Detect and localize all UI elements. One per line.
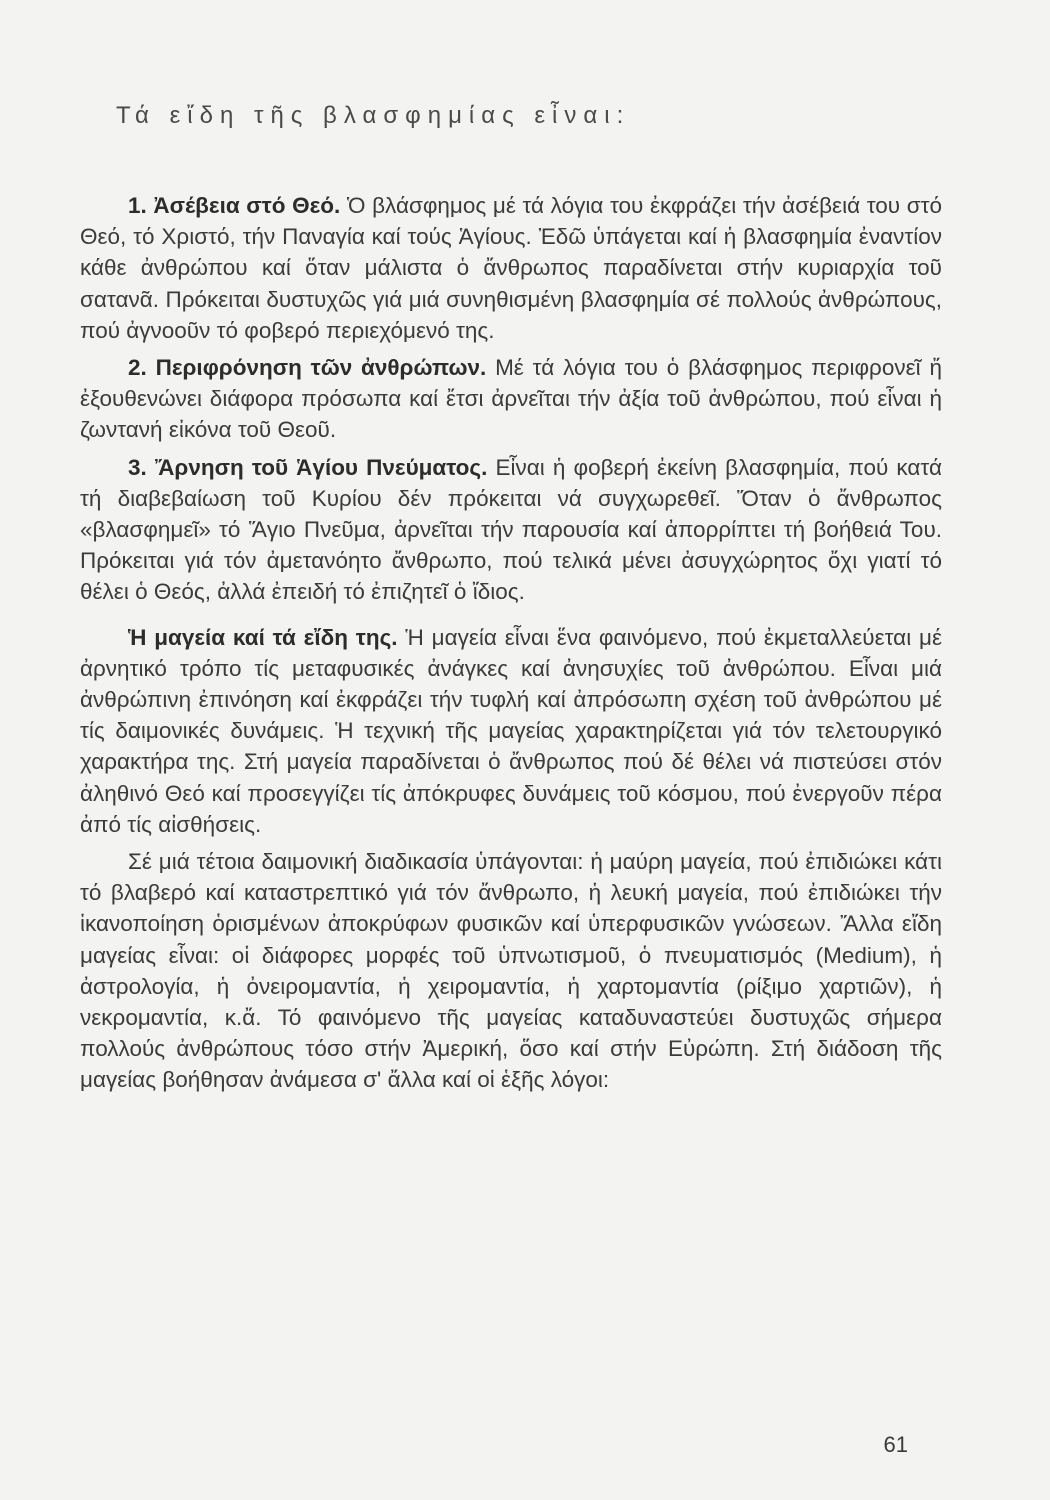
magic-text: Ἡ μαγεία εἶναι ἕνα φαινόμενο, πού ἐκμεταλλεύεται μέ ἀρνητικό τρόπο τίς μεταφυσικές ἀνάγκες καί ἀνησυχίες τοῦ ἀνθρώπου. Εἶναι μιά ἀνθρώπινη ἐπινόηση καί ἐκφράζει τήν τυφλή καί ἀπρόσωπη σχέση τοῦ ἀνθρώπου μέ τίς δαιμονικές δυνάμεις. Ἡ τεχνική τῆς μαγείας χαρακτηρίζεται γιά τόν τελετουργικό χαρακτήρα της. Στή μαγεία παραδίνεται ὁ ἄνθρωπος πού δέ θέλει νά πιστεύσει στόν ἀληθινό Θεό καί προσεγγίζει τίς ἀπόκρυφες δυνάμεις τοῦ κόσμου, πού ἐνεργοῦν πέρα ἀπό τίς αἰσθήσεις.	[80, 624, 942, 837]
magic-title: Ἡ μαγεία καί τά εἴδη της.	[128, 624, 398, 650]
body-text	[80, 190, 942, 1096]
section-heading: Τά εἴδη τῆς βλασφημίας εἶναι:	[116, 102, 631, 129]
item-2-title: 2. Περιφρόνηση τῶν ἀνθρώπων.	[128, 355, 487, 381]
closing-paragraph: Σέ μιά τέτοια δαιμονική διαδικασία ὑπάγονται: ἡ μαύρη μαγεία, πού ἐπιδιώκει κάτι τό βλαβερό καί καταστρεπτικό γιά τόν ἄνθρωπο, ἡ λευκή μαγεία, πού ἐπιδιώκει τήν ἱκανοποίηση ὁρισμένων ἀποκρύφων φυσικῶν καί ὑπερφυσικῶν γνώσεων. Ἄλλα εἴδη μαγείας εἶναι: οἱ διάφορες μορφές τοῦ ὑπνωτισμοῦ, ὁ πνευματισμός (Medium), ἡ ἀστρολογία, ἡ ὀνειρομαντία, ἡ χειρομαντία, ἡ χαρτομαντία (ρίξιμο χαρτιῶν), ἡ νεκρομαντία, κ.ἄ. Τό φαινόμενο τῆς μαγείας καταδυναστεύει δυστυχῶς σήμερα πολλούς ἀνθρώπους τόσο στήν Ἀμερική, ὅσο καί στήν Εὐρώπη. Στή διάδοση τῆς μαγείας βοήθησαν ἀνάμεσα σ' ἄλλα καί οἱ ἑξῆς λόγοι:	[80, 849, 942, 1093]
item-1-title: 1. Ἀσέβεια στό Θεό.	[128, 193, 341, 218]
page-number: 61	[883, 1432, 908, 1457]
item-3-title: 3. Ἄρνηση τοῦ Ἁγίου Πνεύματος.	[128, 454, 488, 480]
item-2-text: Μέ τά λόγια του ὁ βλάσφημος περιφρονεῖ ἤ ἐξουθενώνει διάφορα πρόσωπα καί ἔτσι ἀρνεῖται τήν ἀξία τοῦ ἀνθρώπου, πού εἶναι ἡ ζωντανή εἰκόνα τοῦ Θεοῦ.	[80, 355, 942, 443]
item-1-paragraph	[80, 190, 942, 346]
item-2-paragraph	[80, 352, 942, 446]
item-1-text: Ὁ βλάσφημος μέ τά λόγια του ἐκφράζει τήν ἀσέβειά του στό Θεό, τό Χριστό, τήν Παναγία καί τούς Ἁγίους. Ἐδῶ ὑπάγεται καί ἡ βλασφημία ἐναντίον κάθε ἀνθρώπου καί ὅταν μάλιστα ὁ ἄνθρωπος παραδίνεται στήν κυριαρχία τοῦ σατανᾶ. Πρόκειται δυστυχῶς γιά μιά συνηθισμένη βλασφημία σέ πολλούς ἀνθρώπους, πού ἀγνοοῦν τό φοβερό περιεχόμενό της.	[80, 193, 942, 343]
item-3-paragraph	[80, 452, 942, 608]
item-3-text: Εἶναι ἡ φοβερή ἐκείνη βλασφημία, πού κατά τή διαβεβαίωση τοῦ Κυρίου δέν πρόκειται νά συγχωρεθεῖ. Ὅταν ὁ ἄνθρωπος «βλασφημεῖ» τό Ἅγιο Πνεῦμα, ἀρνεῖται τήν παρουσία καί ἀπορρίπτει τή βοήθειά Του. Πρόκειται γιά τόν ἀμετανόητο ἄνθρωπο, πού τελικά μένει ἀσυγχώρητος ὄχι γιατί τό θέλει ὁ Θεός, ἀλλά ἐπειδή τό ἐπιζητεῖ ὁ ἴδιος.	[80, 454, 942, 605]
magic-paragraph	[80, 622, 942, 840]
